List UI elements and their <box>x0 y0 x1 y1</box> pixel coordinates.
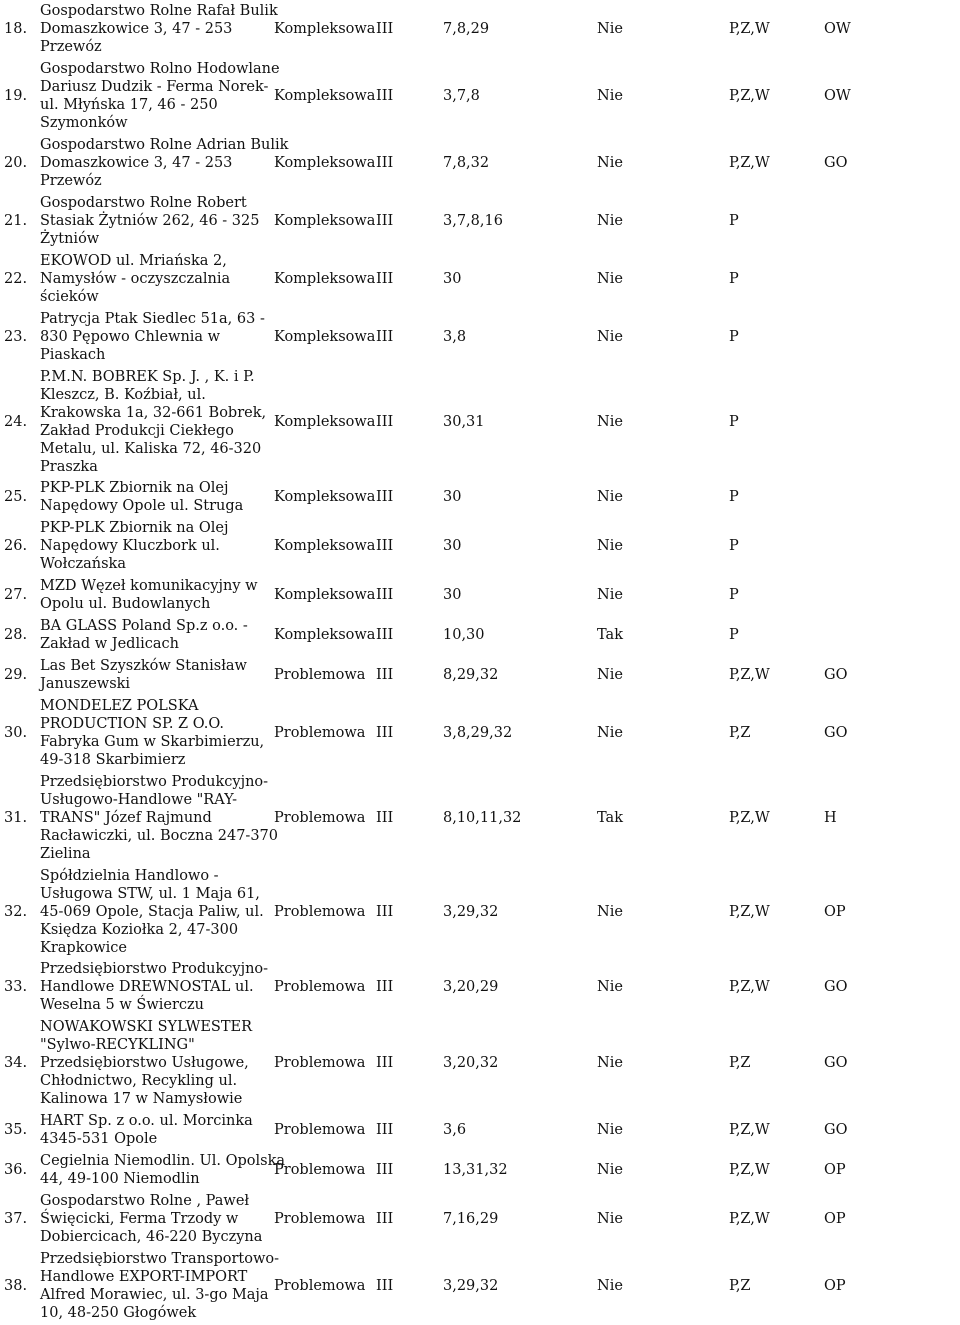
entity-name-line: Gospodarstwo Rolne , Paweł <box>40 1193 250 1209</box>
codes-cell: 3,20,29 <box>443 979 499 995</box>
org-cell: GO <box>824 725 848 741</box>
entity-name-address <box>40 697 264 769</box>
type-cell: P,Z,W <box>729 904 770 920</box>
type-cell: P <box>729 414 739 430</box>
flag-cell: Nie <box>597 21 623 37</box>
class-cell: III <box>376 1055 394 1071</box>
table-row <box>0 773 960 863</box>
entity-name-line: NOWAKOWSKI SYLWESTER <box>40 1019 253 1035</box>
table-row <box>0 1192 960 1246</box>
inspection-category: Problemowa <box>274 1055 366 1071</box>
flag-cell: Nie <box>597 1162 623 1178</box>
entity-name-line: Wołczańska <box>40 556 126 572</box>
org-cell: GO <box>824 1122 848 1138</box>
entity-name-line: EKOWOD ul. Mriańska 2, <box>40 253 227 269</box>
type-cell: P <box>729 271 739 287</box>
flag-cell: Nie <box>597 538 623 554</box>
codes-cell: 8,10,11,32 <box>443 810 522 826</box>
row-number: 31. <box>4 810 28 826</box>
entity-name-line: Księdza Koziołka 2, 47-300 <box>40 922 239 938</box>
class-cell: III <box>376 1278 394 1294</box>
entity-name-line: 45-069 Opole, Stacja Paliw, ul. <box>40 904 264 920</box>
entity-name-line: Dobiercicach, 46-220 Byczyna <box>40 1229 263 1245</box>
class-cell: III <box>376 587 394 603</box>
type-cell: P <box>729 627 739 643</box>
row-number: 38. <box>4 1278 28 1294</box>
table-row <box>0 368 960 476</box>
inspection-category: Problemowa <box>274 1211 366 1227</box>
inspection-category: Problemowa <box>274 810 366 826</box>
table-row <box>0 960 960 1014</box>
flag-cell: Nie <box>597 489 623 505</box>
entity-name-line: Domaszkowice 3, 47 - 253 <box>40 155 233 171</box>
codes-cell: 13,31,32 <box>443 1162 508 1178</box>
row-number: 34. <box>4 1055 28 1071</box>
entity-name-line: Usługowo-Handlowe "RAY- <box>40 792 237 808</box>
row-number: 37. <box>4 1211 28 1227</box>
class-cell: III <box>376 1122 394 1138</box>
class-cell: III <box>376 271 394 287</box>
codes-cell: 30 <box>443 489 462 505</box>
row-number: 29. <box>4 667 28 683</box>
class-cell: III <box>376 667 394 683</box>
table-row <box>0 1018 960 1108</box>
entity-name-line: Metalu, ul. Kaliska 72, 46-320 <box>40 441 262 457</box>
row-number: 27. <box>4 587 28 603</box>
entity-name-address <box>40 617 248 653</box>
entity-name-line: Gospodarstwo Rolne Adrian Bulik <box>40 137 289 153</box>
table-row <box>0 194 960 248</box>
entity-name-line: Zakład w Jedlicach <box>40 636 179 652</box>
class-cell: III <box>376 538 394 554</box>
entity-name-address <box>40 519 229 573</box>
table-row <box>0 1112 960 1148</box>
class-cell: III <box>376 155 394 171</box>
entity-name-line: PRODUCTION SP. Z O.O. <box>40 716 225 732</box>
table-row <box>0 867 960 957</box>
codes-cell: 7,8,32 <box>443 155 490 171</box>
row-number: 26. <box>4 538 28 554</box>
entity-name-address <box>40 310 265 364</box>
entity-name-line: Januszewski <box>40 676 131 692</box>
org-cell: OW <box>824 88 851 104</box>
row-number: 30. <box>4 725 28 741</box>
codes-cell: 8,29,32 <box>443 667 499 683</box>
type-cell: P <box>729 538 739 554</box>
codes-cell: 3,8 <box>443 329 467 345</box>
flag-cell: Nie <box>597 1278 623 1294</box>
entity-name-line: Napędowy Kluczbork ul. <box>40 538 220 554</box>
inspection-category: Kompleksowa <box>274 329 376 345</box>
entity-name-line: Gospodarstwo Rolno Hodowlane <box>40 61 280 77</box>
inspection-category: Problemowa <box>274 1278 366 1294</box>
org-cell: GO <box>824 1055 848 1071</box>
inspection-category: Kompleksowa <box>274 213 376 229</box>
flag-cell: Nie <box>597 667 623 683</box>
entity-name-line: Przewóz <box>40 39 102 55</box>
entity-name-address <box>40 1192 262 1246</box>
type-cell: P <box>729 213 739 229</box>
class-cell: III <box>376 213 394 229</box>
entity-name-address <box>40 1112 253 1148</box>
flag-cell: Nie <box>597 213 623 229</box>
inspection-category: Problemowa <box>274 667 366 683</box>
entity-name-line: Krapkowice <box>40 940 127 956</box>
flag-cell: Nie <box>597 904 623 920</box>
table-row <box>0 577 960 613</box>
row-number: 18. <box>4 21 28 37</box>
entity-name-address <box>40 577 258 613</box>
entity-name-address <box>40 136 288 190</box>
entity-name-line: TRANS" Józef Rajmund <box>40 810 212 826</box>
inspection-category: Kompleksowa <box>274 627 376 643</box>
type-cell: P <box>729 489 739 505</box>
row-number: 20. <box>4 155 28 171</box>
entity-name-address <box>40 194 259 248</box>
entity-name-line: Przewóz <box>40 173 102 189</box>
entity-name-line: Napędowy Opole ul. Struga <box>40 498 244 514</box>
row-number: 25. <box>4 489 28 505</box>
inspection-category: Problemowa <box>274 725 366 741</box>
type-cell: P,Z,W <box>729 1211 770 1227</box>
entity-name-line: Usługowa STW, ul. 1 Maja 61, <box>40 886 260 902</box>
org-cell: GO <box>824 667 848 683</box>
entity-name-line: Święcicki, Ferma Trzody w <box>40 1211 239 1227</box>
entity-name-line: Opolu ul. Budowlanych <box>40 596 211 612</box>
org-cell: OP <box>824 1211 846 1227</box>
flag-cell: Nie <box>597 88 623 104</box>
org-cell: GO <box>824 979 848 995</box>
type-cell: P,Z,W <box>729 155 770 171</box>
inspection-category: Kompleksowa <box>274 538 376 554</box>
flag-cell: Nie <box>597 271 623 287</box>
flag-cell: Tak <box>597 627 623 643</box>
inspection-category: Kompleksowa <box>274 88 376 104</box>
entity-name-line: Patrycja Ptak Siedlec 51a, 63 - <box>40 311 265 327</box>
row-number: 36. <box>4 1162 28 1178</box>
entity-name-address <box>40 1250 279 1322</box>
codes-cell: 3,29,32 <box>443 1278 499 1294</box>
class-cell: III <box>376 627 394 643</box>
table-row <box>0 657 960 693</box>
class-cell: III <box>376 21 394 37</box>
type-cell: P,Z,W <box>729 21 770 37</box>
flag-cell: Nie <box>597 587 623 603</box>
inspection-category: Kompleksowa <box>274 489 376 505</box>
entity-name-line: "Sylwo-RECYKLING" <box>40 1037 195 1053</box>
codes-cell: 3,20,32 <box>443 1055 499 1071</box>
entity-name-line: Piaskach <box>40 347 106 363</box>
class-cell: III <box>376 1162 394 1178</box>
entity-name-address <box>40 252 230 306</box>
entity-name-address <box>40 2 278 56</box>
table-row <box>0 697 960 769</box>
flag-cell: Nie <box>597 725 623 741</box>
type-cell: P,Z <box>729 1278 751 1294</box>
entity-name-line: Namysłów - oczyszczalnia <box>40 271 231 287</box>
entity-name-line: Krakowska 1a, 32-661 Bobrek, <box>40 405 267 421</box>
entity-name-line: Dariusz Dudzik - Ferma Norek- <box>40 79 269 95</box>
entity-name-line: 4345-531 Opole <box>40 1131 158 1147</box>
entity-name-line: Praszka <box>40 459 98 475</box>
inspection-category: Kompleksowa <box>274 21 376 37</box>
class-cell: III <box>376 979 394 995</box>
entity-name-line: Cegielnia Niemodlin. Ul. Opolska <box>40 1153 286 1169</box>
row-number: 19. <box>4 88 28 104</box>
flag-cell: Nie <box>597 979 623 995</box>
row-number: 23. <box>4 329 28 345</box>
entity-name-line: Kalinowa 17 w Namysłowie <box>40 1091 243 1107</box>
org-cell: GO <box>824 155 848 171</box>
entity-name-address <box>40 960 268 1014</box>
entity-name-line: Przedsiębiorstwo Transportowo- <box>40 1251 280 1267</box>
entity-name-line: 830 Pępowo Chlewnia w <box>40 329 221 345</box>
type-cell: P,Z,W <box>729 88 770 104</box>
entity-name-line: Przedsiębiorstwo Produkcyjno- <box>40 774 269 790</box>
table-row <box>0 136 960 190</box>
entity-name-address <box>40 1018 252 1108</box>
type-cell: P,Z,W <box>729 1122 770 1138</box>
table-row <box>0 479 960 515</box>
flag-cell: Nie <box>597 1211 623 1227</box>
entity-name-line: MONDELEZ POLSKA <box>40 698 199 714</box>
inspection-category: Kompleksowa <box>274 414 376 430</box>
entity-name-line: Zakład Produkcji Ciekłego <box>40 423 234 439</box>
table-row <box>0 519 960 573</box>
entity-name-line: 49-318 Skarbimierz <box>40 752 186 768</box>
class-cell: III <box>376 329 394 345</box>
codes-cell: 3,8,29,32 <box>443 725 513 741</box>
entity-name-line: Żytniów <box>40 231 100 247</box>
type-cell: P,Z <box>729 725 751 741</box>
entity-name-line: HART Sp. z o.o. ul. Morcinka <box>40 1113 253 1129</box>
table-row <box>0 252 960 306</box>
table-row <box>0 1250 960 1322</box>
entity-name-line: Domaszkowice 3, 47 - 253 <box>40 21 233 37</box>
org-cell: OP <box>824 904 846 920</box>
entity-name-line: Przedsiębiorstwo Produkcyjno- <box>40 961 269 977</box>
flag-cell: Nie <box>597 414 623 430</box>
row-number: 28. <box>4 627 28 643</box>
row-number: 22. <box>4 271 28 287</box>
flag-cell: Tak <box>597 810 623 826</box>
entity-name-line: Kleszcz, B. Koźbiał, ul. <box>40 387 206 403</box>
entity-name-line: PKP-PLK Zbiornik na Olej <box>40 480 229 496</box>
codes-cell: 7,8,29 <box>443 21 490 37</box>
inspection-category: Kompleksowa <box>274 587 376 603</box>
entity-name-line: Stasiak Żytniów 262, 46 - 325 <box>40 213 260 229</box>
row-number: 24. <box>4 414 28 430</box>
codes-cell: 30 <box>443 538 462 554</box>
flag-cell: Nie <box>597 1122 623 1138</box>
entity-name-line: Handlowe DREWNOSTAL ul. <box>40 979 254 995</box>
org-cell: H <box>824 810 837 826</box>
type-cell: P,Z,W <box>729 810 770 826</box>
org-cell: OP <box>824 1278 846 1294</box>
entity-name-line: Spółdzielnia Handlowo - <box>40 868 219 884</box>
codes-cell: 7,16,29 <box>443 1211 499 1227</box>
class-cell: III <box>376 414 394 430</box>
entity-name-line: ścieków <box>40 289 99 305</box>
inspection-category: Problemowa <box>274 979 366 995</box>
inspection-category: Problemowa <box>274 904 366 920</box>
class-cell: III <box>376 1211 394 1227</box>
flag-cell: Nie <box>597 155 623 171</box>
codes-cell: 3,29,32 <box>443 904 499 920</box>
entity-name-address <box>40 867 264 957</box>
entity-name-line: Weselna 5 w Świerczu <box>40 997 205 1013</box>
type-cell: P,Z <box>729 1055 751 1071</box>
class-cell: III <box>376 88 394 104</box>
entity-name-line: P.M.N. BOBREK Sp. J. , K. i P. <box>40 369 255 385</box>
class-cell: III <box>376 489 394 505</box>
entity-name-line: Chłodnictwo, Recykling ul. <box>40 1073 238 1089</box>
entity-name-address <box>40 60 280 132</box>
table-row <box>0 60 960 132</box>
entity-name-line: Gospodarstwo Rolne Rafał Bulik <box>40 3 278 19</box>
entity-name-address <box>40 368 266 476</box>
codes-cell: 30 <box>443 587 462 603</box>
row-number: 21. <box>4 213 28 229</box>
row-number: 32. <box>4 904 28 920</box>
inspection-category: Kompleksowa <box>274 271 376 287</box>
entity-name-address <box>40 657 247 693</box>
inspection-category: Kompleksowa <box>274 155 376 171</box>
entity-name-line: ul. Młyńska 17, 46 - 250 <box>40 97 218 113</box>
entity-name-line: Szymonków <box>40 115 128 131</box>
inspection-category: Problemowa <box>274 1122 366 1138</box>
codes-cell: 30 <box>443 271 462 287</box>
entity-name-line: Przedsiębiorstwo Usługowe, <box>40 1055 249 1071</box>
entity-name-address <box>40 1152 285 1188</box>
entity-name-line: Fabryka Gum w Skarbimierzu, <box>40 734 265 750</box>
codes-cell: 30,31 <box>443 414 485 430</box>
row-number: 35. <box>4 1122 28 1138</box>
entity-name-line: Gospodarstwo Rolne Robert <box>40 195 247 211</box>
table-row <box>0 310 960 364</box>
entity-name-address <box>40 479 243 515</box>
inspection-category: Problemowa <box>274 1162 366 1178</box>
type-cell: P,Z,W <box>729 1162 770 1178</box>
entity-name-line: BA GLASS Poland Sp.z o.o. - <box>40 618 248 634</box>
flag-cell: Nie <box>597 1055 623 1071</box>
entity-name-line: Handlowe EXPORT-IMPORT <box>40 1269 248 1285</box>
entity-name-line: 10, 48-250 Głogówek <box>40 1305 197 1321</box>
entity-name-line: 44, 49-100 Niemodlin <box>40 1171 200 1187</box>
entity-name-line: Alfred Morawiec, ul. 3-go Maja <box>40 1287 269 1303</box>
class-cell: III <box>376 725 394 741</box>
flag-cell: Nie <box>597 329 623 345</box>
entity-name-address <box>40 773 278 863</box>
entity-name-line: MZD Węzeł komunikacyjny w <box>40 578 258 594</box>
org-cell: OW <box>824 21 851 37</box>
org-cell: OP <box>824 1162 846 1178</box>
table-row <box>0 1152 960 1188</box>
table-row <box>0 2 960 56</box>
type-cell: P,Z,W <box>729 979 770 995</box>
codes-cell: 3,7,8,16 <box>443 213 503 229</box>
entity-name-line: Racławiczki, ul. Boczna 247-370 <box>40 828 278 844</box>
codes-cell: 3,6 <box>443 1122 467 1138</box>
table-row <box>0 617 960 653</box>
class-cell: III <box>376 904 394 920</box>
type-cell: P <box>729 587 739 603</box>
codes-cell: 10,30 <box>443 627 485 643</box>
entity-name-line: Las Bet Szyszków Stanisław <box>40 658 247 674</box>
row-number: 33. <box>4 979 28 995</box>
codes-cell: 3,7,8 <box>443 88 480 104</box>
entity-name-line: PKP-PLK Zbiornik na Olej <box>40 520 229 536</box>
type-cell: P <box>729 329 739 345</box>
entity-name-line: Zielina <box>40 846 91 862</box>
type-cell: P,Z,W <box>729 667 770 683</box>
class-cell: III <box>376 810 394 826</box>
